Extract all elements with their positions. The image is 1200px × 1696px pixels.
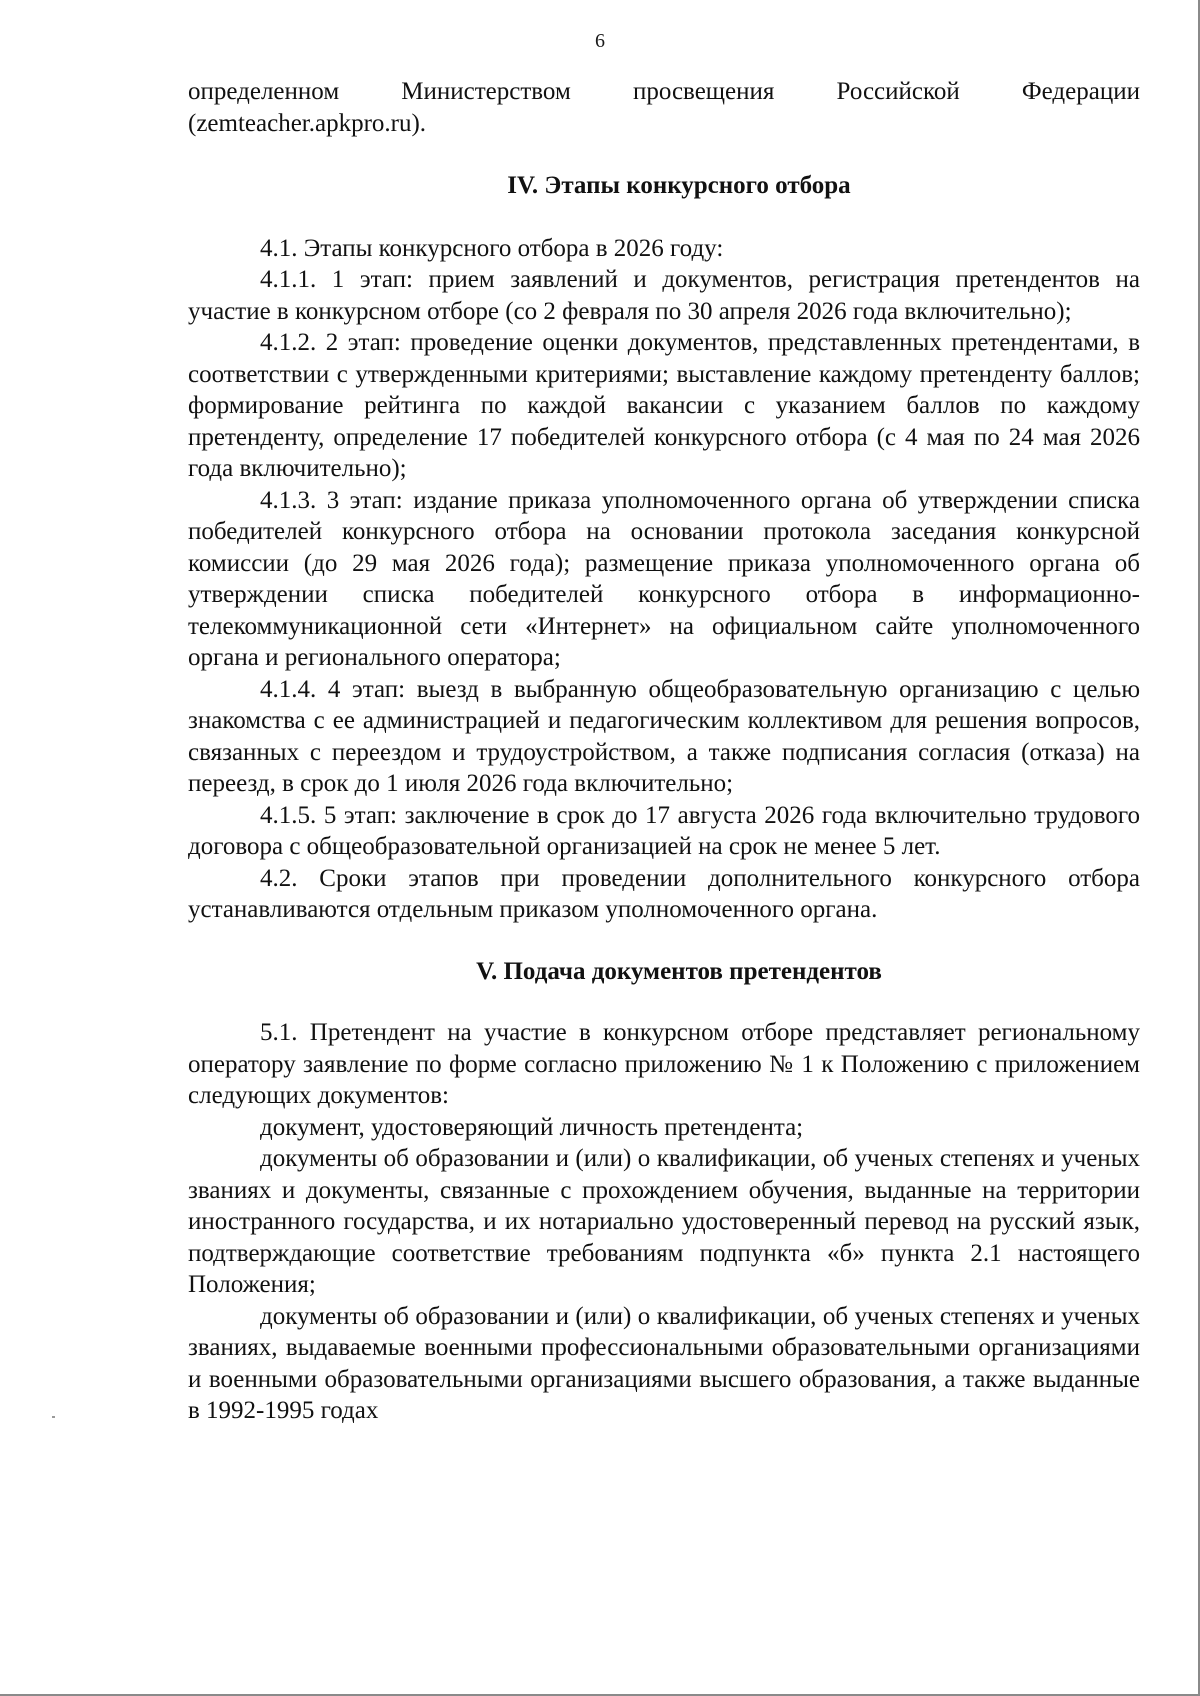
paragraph-4-1-4: 4.1.4. 4 этап: выезд в выбранную общеобразовательную организацию с целью знакомства с ее администрацией и педагогическим коллективом для решения вопросов, связанных с переездом и трудоустройством, а также подписания согласия (отказа) на переезд, в срок до 1 июля 2026 года включительно; [188, 675, 1140, 797]
section-5-heading: V. Подача документов претендентов [476, 957, 882, 985]
scan-artifact [52, 1416, 55, 1418]
paragraph-4-1-3: 4.1.3. 3 этап: издание приказа уполномоченного органа об утверждении списка победителей конкурсного отбора на основании протокола заседания конкурсной комиссии (до 29 мая 2026 года); размещение приказа уполномоченного органа об утверждении списка победителей конкурсного отбора в информационно-телекоммуникационной сети «Интернет» на официальном сайте уполномоченного органа и регионального оператора; [188, 486, 1140, 671]
paragraph-4-1-5: 4.1.5. 5 этап: заключение в срок до 17 августа 2026 года включительно трудового договора с общеобразовательной организацией на срок не менее 5 лет. [188, 801, 1140, 860]
list-item-foreign-education-documents: документы об образовании и (или) о квалификации, об ученых степенях и ученых званиях и документы, связанные с прохождением обучения, выданные на территории иностранного государства, и их нотариально удостоверенный перевод на русский язык, подтверждающие соответствие требованиям подпункта «б» пункта 2.1 настоящего Положения; [188, 1145, 1140, 1298]
paragraph-4-2: 4.2. Сроки этапов при проведении дополнительного конкурсного отбора устанавливаются отдельным приказом уполномоченного органа. [188, 864, 1140, 923]
page-number: 6 [595, 30, 605, 52]
document-body [188, 76, 1140, 1427]
paragraph-4-1-2: 4.1.2. 2 этап: проведение оценки документов, представленных претендентами, в соответствии с утвержденными критериями; выставление каждому претенденту баллов; формирование рейтинга по каждой вакансии с указанием баллов по каждому претенденту, определение 17 победителей конкурсного отбора (с 4 мая по 24 мая 2026 года включительно); [188, 329, 1140, 482]
paragraph-4-1: 4.1. Этапы конкурсного отбора в 2026 году: [260, 234, 724, 262]
paragraph-5-1: 5.1. Претендент на участие в конкурсном отборе представляет региональному оператору заявление по форме согласно приложению № 1 к Положению с приложением следующих документов: [188, 1019, 1140, 1109]
paragraph-4-1-1: 4.1.1. 1 этап: прием заявлений и документов, регистрация претендентов на участие в конкурсном отборе (со 2 февраля по 30 апреля 2026 года включительно); [188, 266, 1140, 325]
list-item-identity-document: документ, удостоверяющий личность претендента; [260, 1113, 804, 1141]
list-item-military-education-documents: документы об образовании и (или) о квалификации, об ученых степенях и ученых званиях, выдаваемые военными профессиональными образовательными организациями и военными образовательными организациями высшего образования, а также выданные в 1992-1995 годах [188, 1302, 1140, 1424]
section-4-heading: IV. Этапы конкурсного отбора [507, 172, 851, 199]
intro-paragraph: определенном Министерством просвещения Российской Федерации (zemteacher.apkpro.ru). [188, 78, 1140, 137]
